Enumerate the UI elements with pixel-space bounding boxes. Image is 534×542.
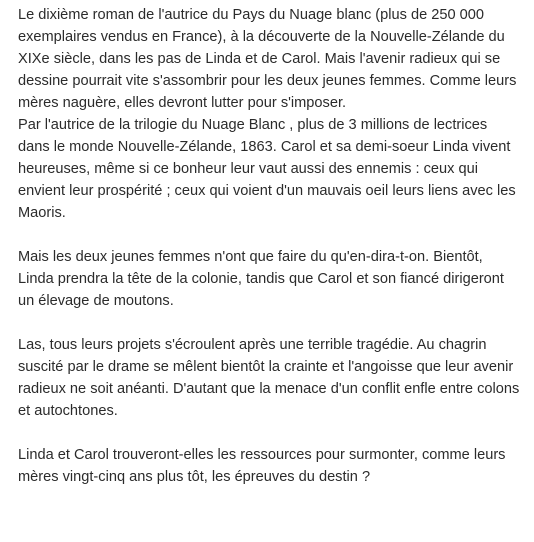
paragraph-spacer: [18, 224, 522, 246]
book-description: [18, 4, 522, 488]
paragraph-spacer: [18, 312, 522, 334]
description-paragraph-4: Las, tous leurs projets s'écroulent après une terrible tragédie. Au chagrin suscité par le drame se mêlent bientôt la crainte et l'angoisse que leur avenir radieux ne soit anéanti. D'autant que la menace d'un conflit enfle entre colons et autochtones.: [18, 337, 520, 419]
description-paragraph-1: Le dixième roman de l'autrice du Pays du Nuage blanc (plus de 250 000 exemplaires vendus en France), à la découverte de la Nouvelle-Zélande du XIXe siècle, dans les pas de Linda et de Carol. Mais l'avenir radieux qui se dessine pourrait vite s'assombrir pour les deux jeunes femmes. Comme leurs mères naguère, elles devront lutter pour s'imposer.: [18, 7, 517, 111]
paragraph-spacer: [18, 422, 522, 444]
description-paragraph-3: Mais les deux jeunes femmes n'ont que faire du qu'en-dira-t-on. Bientôt, Linda prendra la tête de la colonie, tandis que Carol et son fiancé dirigeront un élevage de moutons.: [18, 249, 504, 309]
description-paragraph-5: Linda et Carol trouveront-elles les ressources pour surmonter, comme leurs mères vingt-cinq ans plus tôt, les épreuves du destin ?: [18, 447, 506, 485]
description-paragraph-2: Par l'autrice de la trilogie du Nuage Blanc , plus de 3 millions de lectrices dans le monde Nouvelle-Zélande, 1863. Carol et sa demi-soeur Linda vivent heureuses, même si ce bonheur leur vaut aussi des ennemis : ceux qui envient leur prospérité ; ceux qui voient d'un mauvais oeil leurs liens avec les Maoris.: [18, 117, 516, 221]
